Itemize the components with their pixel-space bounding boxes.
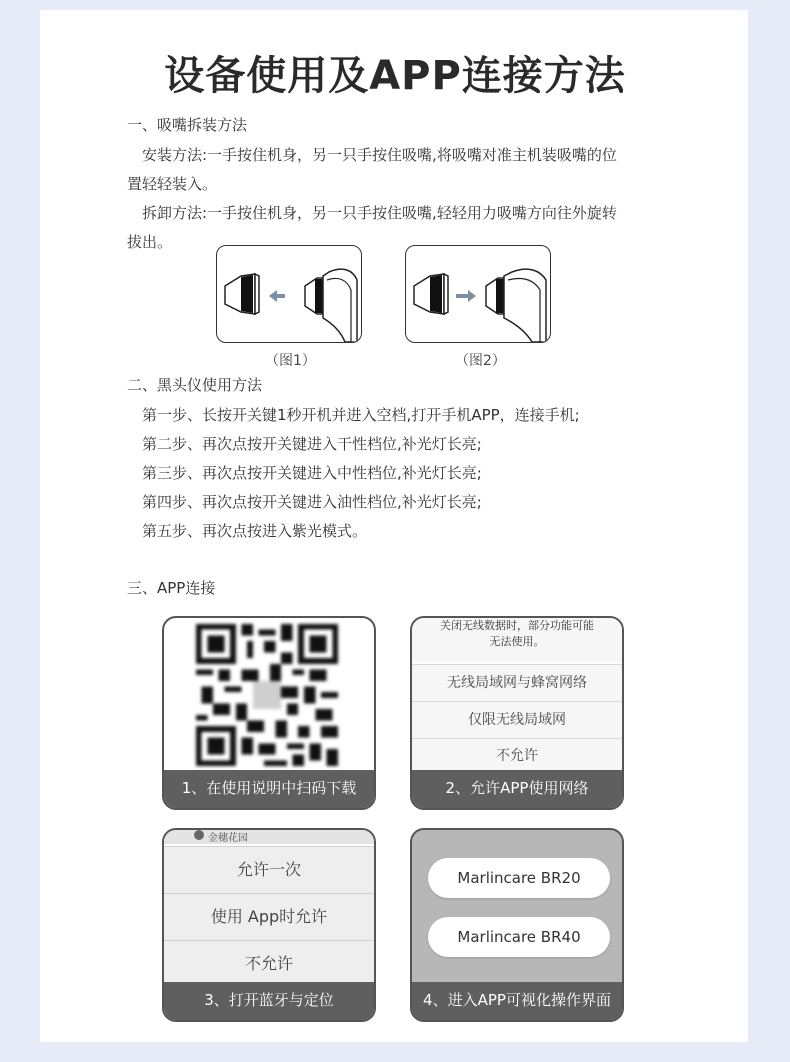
map-strip bbox=[164, 830, 374, 844]
option-deny-network[interactable]: 不允许 bbox=[412, 738, 622, 771]
card-scan-download bbox=[162, 616, 376, 810]
card-bluetooth-location bbox=[162, 828, 376, 1022]
option-allow-once[interactable]: 允许一次 bbox=[164, 846, 374, 893]
install-diagram-icon bbox=[217, 246, 361, 342]
card3-caption: 3、打开蓝牙与定位 bbox=[164, 982, 374, 1020]
card2-caption: 2、允许APP使用网络 bbox=[412, 770, 622, 808]
card1-caption: 1、在使用说明中扫码下载 bbox=[164, 770, 374, 808]
figure-remove-nozzle bbox=[405, 245, 551, 343]
option-wlan-only[interactable]: 仅限无线局域网 bbox=[412, 701, 622, 738]
remove-diagram-icon bbox=[406, 246, 550, 342]
section2-heading: 二、黑头仪使用方法 bbox=[127, 376, 263, 394]
step-3: 第三步、再次点按开关键进入中性档位,补光灯长亮; bbox=[142, 464, 482, 482]
step-5: 第五步、再次点按进入紫光模式。 bbox=[142, 522, 368, 540]
map-pin-icon bbox=[194, 830, 204, 840]
install-text-line2: 置轻轻装入。 bbox=[127, 175, 218, 193]
card4-caption: 4、进入APP可视化操作界面 bbox=[412, 982, 622, 1020]
remove-text-line2: 拔出。 bbox=[127, 233, 173, 251]
step-4: 第四步、再次点按开关键进入油性档位,补光灯长亮; bbox=[142, 493, 482, 511]
network-message bbox=[412, 618, 622, 662]
section1-heading: 一、吸嘴拆装方法 bbox=[127, 116, 248, 134]
card-app-interface bbox=[410, 828, 624, 1022]
step-2: 第二步、再次点按开关键进入干性档位,补光灯长亮; bbox=[142, 435, 482, 453]
install-text-line1: 安装方法:一手按住机身，另一只手按住吸嘴,将吸嘴对准主机装吸嘴的位 bbox=[142, 146, 617, 164]
qr-code-icon[interactable] bbox=[192, 624, 342, 766]
figure1-caption: （图1） bbox=[265, 353, 316, 369]
device-br40-button[interactable]: Marlincare BR40 bbox=[428, 917, 610, 957]
step-1: 第一步、长按开关键1秒开机并进入空档,打开手机APP，连接手机; bbox=[142, 406, 580, 424]
section3-heading: 三、APP连接 bbox=[127, 579, 216, 597]
network-message-line2: 无法使用。 bbox=[489, 635, 545, 648]
card-network-permission bbox=[410, 616, 624, 810]
figure-install-nozzle bbox=[216, 245, 362, 343]
network-message-line1: 关闭无线数据时，部分功能可能 bbox=[440, 619, 594, 632]
device-br20-button[interactable]: Marlincare BR20 bbox=[428, 858, 610, 898]
page-title: 设备使用及APP连接方法 bbox=[164, 53, 626, 99]
remove-text-line1: 拆卸方法:一手按住机身，另一只手按住吸嘴,轻轻用力吸嘴方向往外旋转 bbox=[142, 204, 617, 222]
map-label: 金穗花园 bbox=[208, 833, 248, 844]
figure2-caption: （图2） bbox=[455, 353, 506, 369]
option-deny-location[interactable]: 不允许 bbox=[164, 940, 374, 985]
option-wlan-cellular[interactable]: 无线局域网与蜂窝网络 bbox=[412, 664, 622, 701]
option-allow-while-using[interactable]: 使用 App时允许 bbox=[164, 893, 374, 940]
